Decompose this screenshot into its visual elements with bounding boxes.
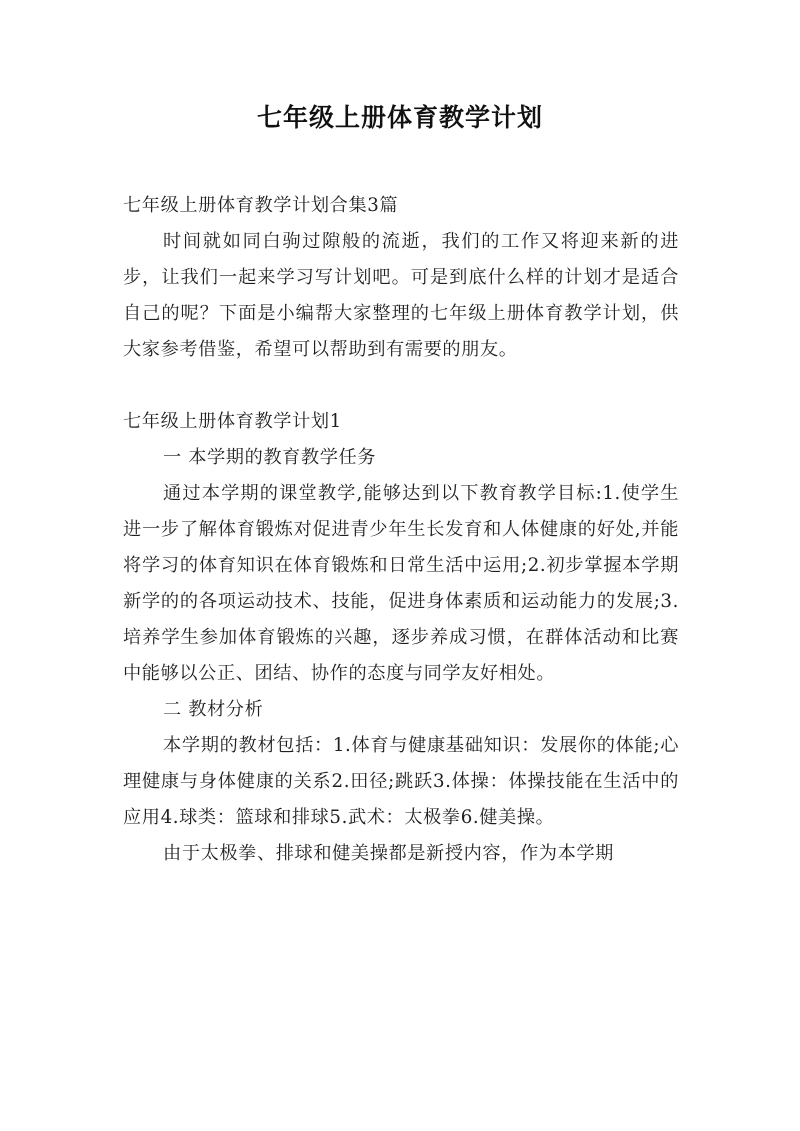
document-body [123, 188, 679, 872]
subheading-materials: 二 教材分析 [163, 699, 264, 720]
tasks-paragraph: 通过本学期的课堂教学,能够达到以下教育教学目标:1.使学生进一步了解体育锻炼对促进青少年生长发育和人体健康的好处,并能将学习的体育知识在体育锻炼和日常生活中运用;2.初步掌握本学期新学的的各项运动技术、技能，促进身体素质和运动能力的发展;3.培养学生参加体育锻炼的兴趣，逐步养成习惯，在群体活动和比赛中能够以公正、团结、协作的态度与同学友好相处。 [123, 483, 679, 684]
subheading-tasks: 一 本学期的教育教学任务 [163, 447, 377, 468]
intro-paragraph: 时间就如同白驹过隙般的流逝，我们的工作又将迎来新的进步，让我们一起来学习写计划吧。可是到底什么样的计划才是适合自己的呢？下面是小编帮大家整理的七年级上册体育教学计划，供大家参考借鉴，希望可以帮助到有需要的朋友。 [123, 231, 679, 360]
paragraph-spacer [123, 368, 679, 404]
collection-line: 七年级上册体育教学计划合集3篇 [123, 195, 399, 216]
section-heading: 七年级上册体育教学计划1 [123, 411, 342, 432]
materials-paragraph: 本学期的教材包括：1.体育与健康基础知识：发展你的体能;心理健康与身体健康的关系2.田径;跳跃3.体操：体操技能在生活中的应用4.球类：篮球和排球5.武术：太极拳6.健美操。 [123, 735, 679, 828]
document-title: 七年级上册体育教学计划 [256, 103, 543, 132]
continued-paragraph: 由于太极拳、排球和健美操都是新授内容，作为本学期 [163, 843, 614, 864]
